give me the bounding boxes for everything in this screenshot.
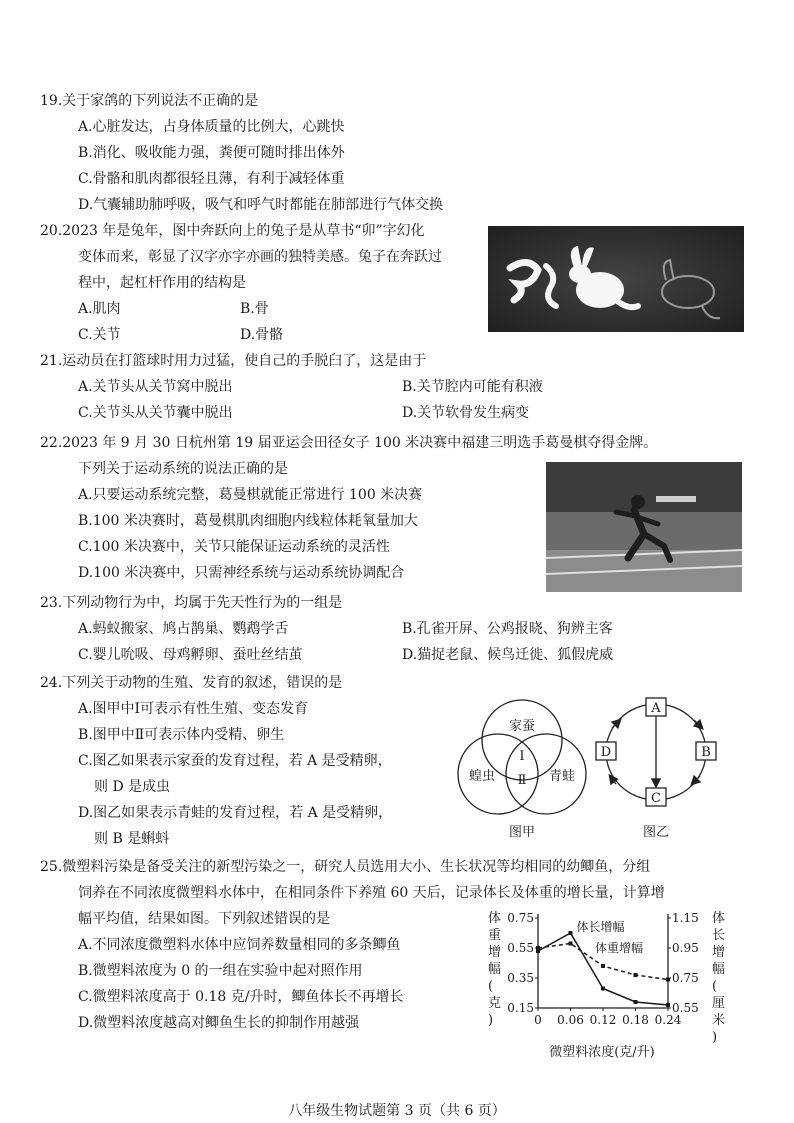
venn-label-silkworm: 家蚕 bbox=[508, 719, 536, 734]
q25-stem-line1: 25.微塑料污染是备受关注的新型污染之一，研究人员选用大小、生长状况等均相同的幼鲫鱼，分组 bbox=[40, 859, 651, 875]
chart-right-tick-label: 1.15 bbox=[672, 911, 699, 925]
chart-x-tick-label: 0.18 bbox=[622, 1013, 649, 1027]
q24-option-d-cont: 则 B 是蝌蚪 bbox=[94, 831, 170, 847]
chart-right-tick-label: 0.75 bbox=[672, 971, 699, 985]
q21-option-d: D.关节软骨发生病变 bbox=[402, 405, 530, 421]
q21-option-b: B.关节腔内可能有积液 bbox=[402, 379, 543, 395]
q19-stem: 19.关于家鸽的下列说法不正确的是 bbox=[40, 93, 259, 109]
q25-option-a: A.不同浓度微塑料水体中应饲养数量相同的多条鲫鱼 bbox=[78, 937, 401, 953]
chart-left-axis-title: 体重增幅(克) bbox=[488, 911, 502, 1028]
q24-option-c: C.图乙如果表示家蚕的发育过程，若 A 是受精卵， bbox=[78, 753, 392, 769]
q25-stem-line2: 饲养在不同浓度微塑料水体中，在相同条件下养殖 60 天后，记录体长及体重的增长量，计算增 bbox=[78, 885, 665, 901]
page-footer: 八年级生物试题第 3 页（共 6 页） bbox=[288, 1103, 506, 1119]
q22-option-c: C.100 米决赛中，关节只能保证运动系统的灵活性 bbox=[78, 539, 390, 555]
q19-option-a: A.心脏发达，占身体质量的比例大，心跳快 bbox=[78, 119, 345, 135]
venn-label-frog: 青蛙 bbox=[548, 769, 576, 784]
sprinter-photo bbox=[546, 462, 742, 592]
cycle-diagram bbox=[592, 692, 732, 840]
q24-option-a: A.图甲中Ⅰ可表示有性生殖、变态发育 bbox=[78, 701, 309, 717]
q20-option-c: C.关节 bbox=[78, 327, 121, 343]
chart-point-1 bbox=[536, 946, 540, 950]
cycle-node-b: B bbox=[701, 745, 711, 760]
q19-option-c: C.骨骼和肌肉都很轻且薄，有利于减轻体重 bbox=[78, 171, 345, 187]
chart-point-0 bbox=[634, 1000, 638, 1004]
q25-stem-line3: 幅平均值，结果如图。下列叙述错误的是 bbox=[78, 911, 330, 927]
q22-stem-line2: 下列关于运动系统的说法正确的是 bbox=[78, 461, 288, 477]
venn-label-locust: 蝗虫 bbox=[468, 769, 496, 784]
q24-option-d: D.图乙如果表示青蛙的发育过程，若 A 是受精卵， bbox=[78, 805, 393, 821]
chart-point-1 bbox=[601, 964, 605, 968]
q20-option-d: D.骨骼 bbox=[240, 327, 284, 343]
chart-left-tick-label: 0.35 bbox=[507, 971, 534, 985]
q21-stem: 21.运动员在打篮球时用力过猛，使自己的手脱臼了，这是由于 bbox=[40, 353, 427, 369]
q19-option-d: D.气囊辅助肺呼吸，吸气和呼气时都能在肺部进行气体交换 bbox=[78, 197, 444, 213]
q23-option-b: B.孔雀开屏、公鸡报晓、狗辨主客 bbox=[402, 621, 613, 637]
q23-option-c: C.婴儿吮吸、母鸡孵卵、蚕吐丝结茧 bbox=[78, 647, 303, 663]
chart-left-tick-label: 0.55 bbox=[507, 941, 534, 955]
q23-option-a: A.蚂蚁搬家、鸠占鹊巢、鹦鹉学舌 bbox=[78, 621, 289, 637]
chart-right-tick-label: 0.95 bbox=[672, 941, 699, 955]
venn-label-region-2: Ⅱ bbox=[517, 773, 527, 788]
q20-option-a: A.肌肉 bbox=[78, 301, 121, 317]
q24-option-b: B.图甲中Ⅱ可表示体内受精、卵生 bbox=[78, 727, 285, 743]
chart-point-0 bbox=[666, 1003, 670, 1007]
q22-option-a: A.只要运动系统完整，葛曼棋就能正常进行 100 米决赛 bbox=[78, 487, 423, 503]
q25-option-b: B.微塑料浓度为 0 的一组在实验中起对照作用 bbox=[78, 963, 363, 979]
q21-option-c: C.关节头从关节囊中脱出 bbox=[78, 405, 233, 421]
chart-point-0 bbox=[601, 987, 605, 991]
q22-option-d: D.100 米决赛中，只需神经系统与运动系统协调配合 bbox=[78, 565, 405, 581]
chart-point-1 bbox=[569, 942, 573, 946]
chart-series-label-0: 体长增幅 bbox=[576, 920, 625, 934]
q22-option-b: B.100 米决赛时，葛曼棋肌肉细胞内线粒体耗氧量加大 bbox=[78, 513, 418, 529]
cycle-node-c: C bbox=[651, 791, 661, 806]
chart-left-tick-label: 0.75 bbox=[507, 911, 534, 925]
q21-option-a: A.关节头从关节窝中脱出 bbox=[78, 379, 233, 395]
q24-option-c-cont: 则 D 是成虫 bbox=[94, 779, 171, 795]
q20-stem-line3: 程中，起杠杆作用的结构是 bbox=[78, 275, 246, 291]
chart-x-tick-label: 0.24 bbox=[654, 1013, 682, 1027]
q25-option-c: C.微塑料浓度高于 0.18 克/升时，鲫鱼体长不再增长 bbox=[78, 989, 404, 1005]
chart-right-axis-title: 体长增幅(厘米) bbox=[712, 911, 726, 1045]
chart-left-tick-label: 0.15 bbox=[507, 1001, 534, 1015]
chart-point-1 bbox=[666, 978, 670, 982]
q25-option-d: D.微塑料浓度越高对鲫鱼生长的抑制作用越强 bbox=[78, 1015, 360, 1031]
q20-option-b: B.骨 bbox=[240, 301, 269, 317]
chart-right-tick-label: 0.55 bbox=[672, 1001, 699, 1015]
microplastic-chart bbox=[480, 908, 730, 1058]
q20-stem-line2: 变体而来，彰显了汉字亦字亦画的独特美感。兔子在奔跃过 bbox=[78, 249, 442, 265]
q23-stem: 23.下列动物行为中，均属于先天性行为的一组是 bbox=[40, 595, 343, 611]
venn-label-region-1: Ⅰ bbox=[519, 749, 525, 764]
q24-stem: 24.下列关于动物的生殖、发育的叙述，错误的是 bbox=[40, 675, 343, 691]
chart-point-1 bbox=[634, 973, 638, 977]
chart-series-label-1: 体重增幅 bbox=[595, 941, 644, 955]
cycle-node-d: D bbox=[600, 745, 612, 760]
chart-x-tick-label: 0.12 bbox=[589, 1013, 617, 1027]
q19-option-b: B.消化、吸收能力强，粪便可随时排出体外 bbox=[78, 145, 345, 161]
cycle-node-a: A bbox=[651, 701, 661, 716]
chart-x-tick-label: 0.06 bbox=[557, 1013, 584, 1027]
venn-diagram bbox=[452, 696, 592, 840]
rabbit-calligraphy-image bbox=[488, 226, 744, 332]
q23-option-d: D.猫捉老鼠、候鸟迁徙、狐假虎威 bbox=[402, 647, 614, 663]
venn-caption: 图甲 bbox=[508, 825, 536, 840]
cycle-caption: 图乙 bbox=[642, 825, 670, 840]
q22-stem-line1: 22.2023 年 9 月 30 日杭州第 19 届亚运会田径女子 100 米决赛中福建三明选手葛曼棋夺得金牌。 bbox=[40, 435, 658, 451]
q20-stem-line1: 20.2023 年是兔年，图中奔跃向上的兔子是从草书“卯”字幻化 bbox=[40, 223, 425, 239]
chart-x-tick-label: 0 bbox=[534, 1013, 542, 1027]
chart-point-0 bbox=[569, 931, 573, 935]
chart-x-axis-title: 微塑料浓度(克/升) bbox=[549, 1045, 655, 1058]
